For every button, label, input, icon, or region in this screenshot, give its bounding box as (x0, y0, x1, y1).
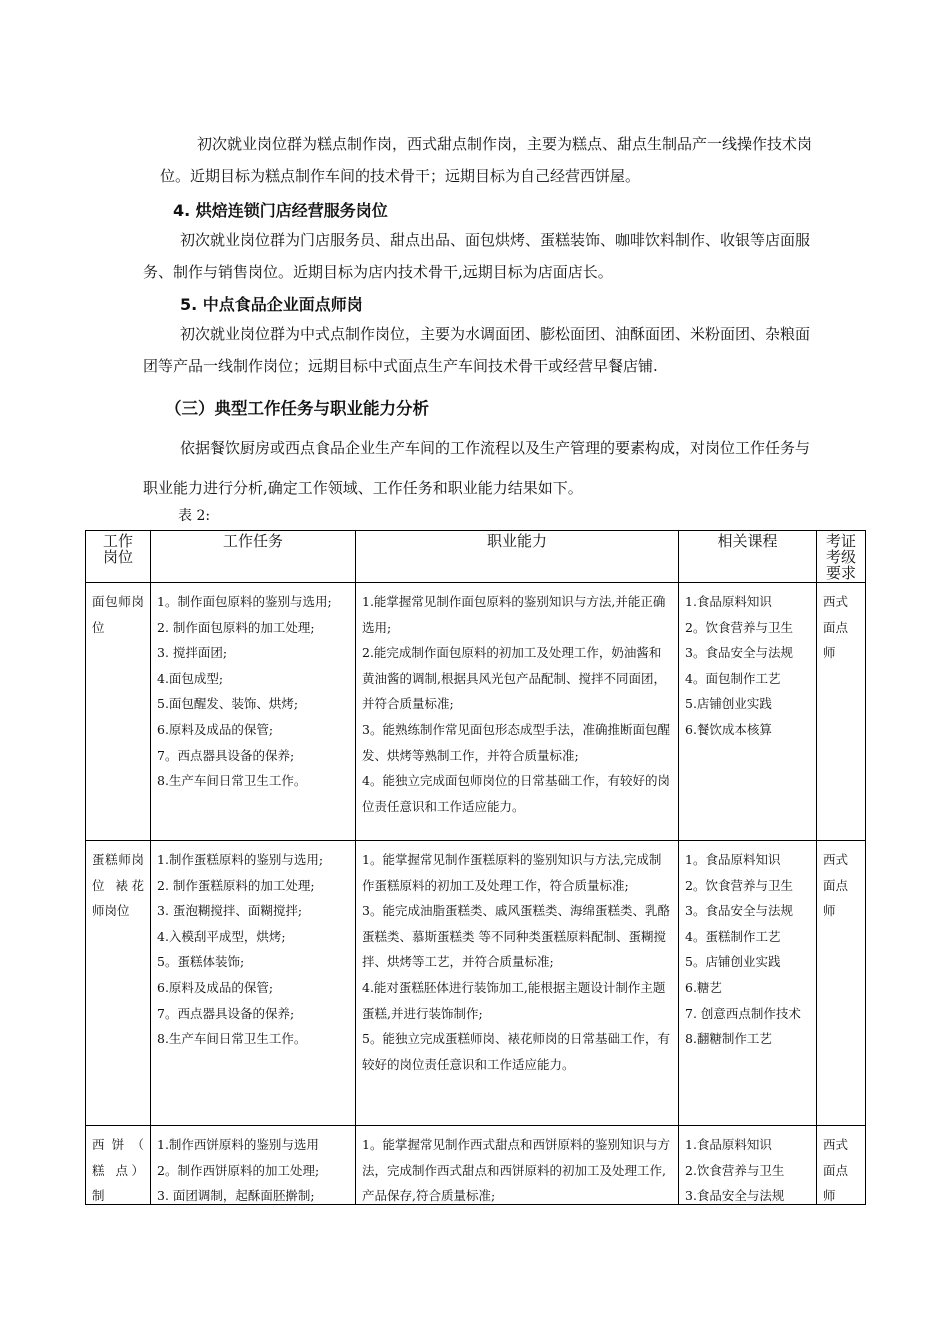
task-cell: 1。制作面包原料的鉴别与选用; 2. 制作面包原料的加工处理; 3. 搅拌面团; 4.面包成型; 5.面包醒发、装饰、烘烤; 6.原料及成品的保管; 7。西点器具设备的保养; 8.生产车间日常卫生工作。 (157, 594, 332, 789)
header-course: 相关课程 (679, 531, 817, 583)
heading-chinese-pastry: 5. 中点食品企业面点师岗 (180, 295, 363, 314)
ability-cell: 1.能掌握常见制作面包原料的鉴别知识与方法,并能正确选用; 2.能完成制作面包原料的初加工及处理工作，奶油酱和黄油酱的调制,根据具风光包产品配制、搅拌不同面团，并符合质量标准; 3。能熟练制作常见面包形态成型手法，准确推断面包醒发、烘烤等熟制工作，并符合质量标准; 4。能独立完成面包师岗位的日常基础工作，有较好的岗位责任意识和工作适应能力。 (362, 594, 670, 814)
paragraph-pastry-posts: 初次就业岗位群为糕点制作岗，西式甜点制作岗，主要为糕点、甜点生制品产一线操作技术岗位。近期目标为糕点制作车间的技术骨干；远期目标为自己经营西饼屋。 (160, 135, 813, 185)
ability-cell: 1。能掌握常见制作西式甜点和西饼原料的鉴别知识与方法，完成制作西式甜点和西饼原料的初加工及处理工作,产品保存,符合质量标准; (362, 1137, 670, 1204)
table-caption: 表 2: (178, 508, 211, 524)
header-task: 工作任务 (151, 531, 356, 583)
task-cell: 1.制作蛋糕原料的鉴别与选用; 2. 制作蛋糕原料的加工处理; 3. 蛋泡糊搅拌、面糊搅拌; 4.入模刮平成型，烘烤; 5。蛋糕体装饰; 6.原料及成品的保管; 7。西点器具设备的保养; 8.生产车间日常卫生工作。 (157, 852, 324, 1047)
post-cell: 西 饼 （ 糕 点）制 (92, 1137, 144, 1204)
post-cell: 蛋糕师岗位 裱花师岗位 (92, 852, 144, 919)
paragraph-bakery-chain: 初次就业岗位群为门店服务员、甜点出品、面包烘烤、蛋糕装饰、咖啡饮料制作、收银等店面服务、制作与销售岗位。近期目标为店内技术骨干,远期目标为店面店长。 (143, 231, 811, 281)
paragraph-task-analysis: 依据餐饮厨房或西点食品企业生产车间的工作流程以及生产管理的要素构成，对岗位工作任务与职业能力进行分析,确定工作领域、工作任务和职业能力结果如下。 (143, 439, 811, 497)
table-row (86, 1126, 866, 1205)
table-row (86, 841, 866, 1126)
course-cell: 1.食品原料知识 2.饮食营养与卫生 3.食品安全与法规 (685, 1137, 785, 1204)
table-row (86, 583, 866, 841)
course-cell: 1.食品原料知识 2。饮食营养与卫生 3。食品安全与法规 4。面包制作工艺 5.店铺创业实践 6.餐饮成本核算 (685, 594, 793, 737)
section-heading-task-analysis: （三）典型工作任务与职业能力分析 (165, 399, 429, 418)
header-post: 工作岗位 (86, 531, 151, 583)
course-cell: 1。食品原料知识 2。饮食营养与卫生 3。食品安全与法规 4。蛋糕制作工艺 5。店铺创业实践 6.糖艺 7. 创意西点制作技术 8.翻糖制作工艺 (685, 852, 801, 1047)
header-ability: 职业能力 (356, 531, 679, 583)
table-header-row (86, 531, 866, 583)
cert-cell: 西式面点师 (823, 852, 849, 919)
cert-cell: 西式面点师 (823, 1137, 849, 1204)
cert-cell: 西式面点师 (823, 594, 849, 661)
task-ability-table (85, 530, 866, 1205)
heading-bakery-chain: 4. 烘焙连锁门店经营服务岗位 (173, 201, 388, 220)
post-cell: 面包师岗位 (92, 594, 144, 635)
ability-cell: 1。能掌握常见制作蛋糕原料的鉴别知识与方法,完成制作蛋糕原料的初加工及处理工作，符合质量标准; 3。能完成油脂蛋糕类、戚风蛋糕类、海绵蛋糕类、乳酪蛋糕类、慕斯蛋糕类 等不同种类蛋糕原料配制、蛋糊搅拌、烘烤等工艺，并符合质量标准; 4.能对蛋糕胚体进行装饰加工,能根据主题设计制作主题蛋糕,并进行装饰制作; 5。能独立完成蛋糕师岗、裱花师岗的日常基础工作，有较好的岗位责任意识和工作适应能力。 (362, 852, 670, 1072)
header-cert: 考证考级要求 (817, 531, 866, 583)
task-cell: 1.制作西饼原料的鉴别与选用 2。制作西饼原料的加工处理; 3. 面团调制，起酥面胚擀制; (157, 1137, 320, 1204)
paragraph-chinese-pastry: 初次就业岗位群为中式点制作岗位，主要为水调面团、膨松面团、油酥面团、米粉面团、杂粮面团等产品一线制作岗位；远期目标中式面点生产车间技术骨干或经营早餐店铺. (143, 325, 811, 375)
